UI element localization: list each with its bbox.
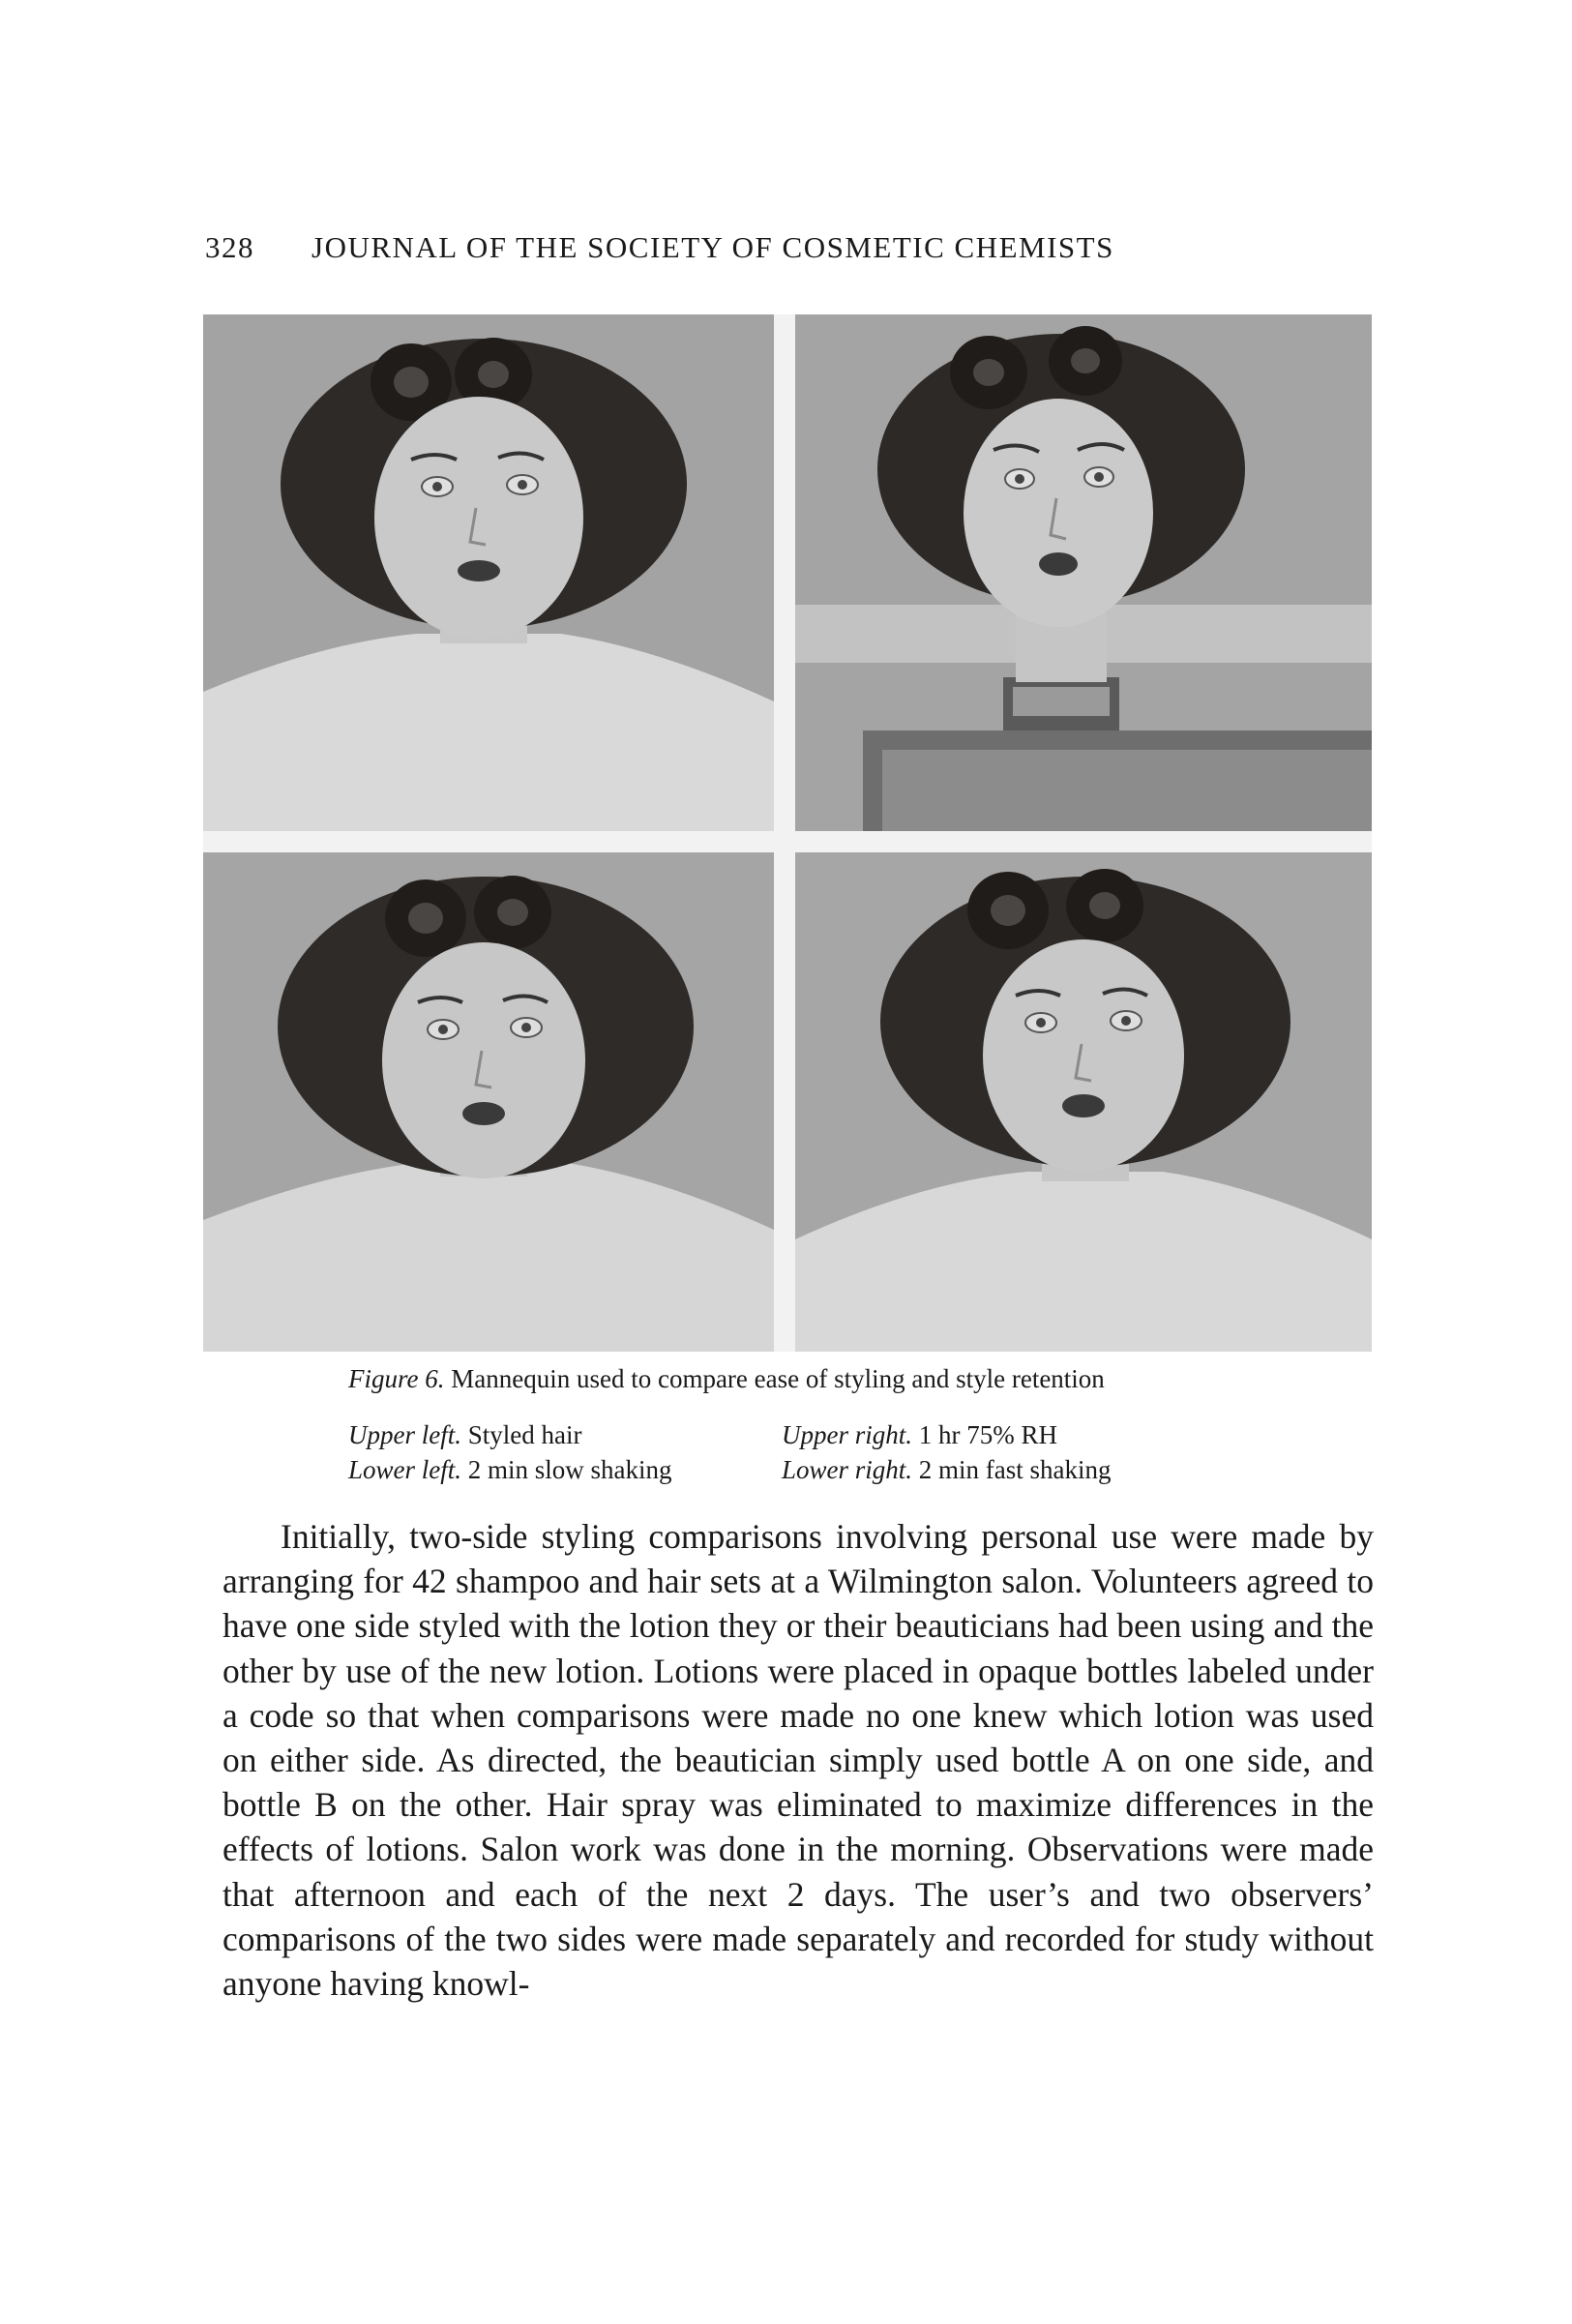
journal-title: JOURNAL OF THE SOCIETY OF COSMETIC CHEMISTS [311, 230, 1114, 264]
running-head [205, 230, 1385, 279]
panel-text-lower-right: 2 min fast shaking [918, 1455, 1112, 1484]
photo-lower-right [795, 852, 1372, 1352]
panel-caption-lower-right [782, 1452, 1112, 1487]
body-paragraph: Initially, two-side styling comparisons involving personal use were made by arranging for 42 shampoo and hair sets at a Wilmington salon. Volunteers agreed to have one side styled with the lotion they or their beauticians had been using and the other by use of the new lotion. Lotions were placed in opaque bottles labeled under a code so that when comparisons were made no one knew which lotion was used on either side. As directed, the beautician simply used bottle A on one side, and bottle B on the other. Hair spray was eliminated to maximize differences in the effects of lotions. Salon work was done in the morning. Observations were made that afternoon and each of the next 2 days. The user’s and two observers’ comparisons of the two sides were made separately and recorded for study without anyone having knowl- [222, 1517, 1374, 2004]
panel-text-lower-left: 2 min slow shaking [467, 1455, 672, 1484]
panel-captions [348, 1417, 1316, 1487]
panel-caption-upper-right [782, 1417, 1057, 1452]
panel-label-lower-right: Lower right. [782, 1455, 913, 1484]
photo-lower-left [203, 852, 774, 1352]
mannequin-fast-shaking-image [795, 852, 1372, 1352]
photo-upper-left [203, 314, 774, 831]
mannequin-slow-shaking-image [203, 852, 774, 1352]
panel-caption-lower-left [348, 1452, 672, 1487]
mannequin-styled-hair-image [203, 314, 774, 831]
panel-label-upper-right: Upper right. [782, 1420, 912, 1449]
panel-caption-upper-left [348, 1417, 581, 1452]
panel-text-upper-right: 1 hr 75% RH [918, 1420, 1057, 1449]
photo-upper-right [795, 314, 1372, 831]
figure-caption-text: Mannequin used to compare ease of styling and style retention [451, 1364, 1105, 1393]
panel-caption-row-upper [348, 1417, 1316, 1452]
panel-label-lower-left: Lower left. [348, 1455, 462, 1484]
figure-label: Figure 6. [348, 1364, 445, 1393]
figure-6-photo-grid [203, 314, 1372, 1352]
figure-caption [348, 1364, 1316, 1394]
panel-caption-row-lower [348, 1452, 1316, 1487]
panel-text-upper-left: Styled hair [467, 1420, 582, 1449]
page-number: 328 [205, 230, 254, 264]
mannequin-humidity-image [795, 314, 1372, 831]
panel-label-upper-left: Upper left. [348, 1420, 461, 1449]
